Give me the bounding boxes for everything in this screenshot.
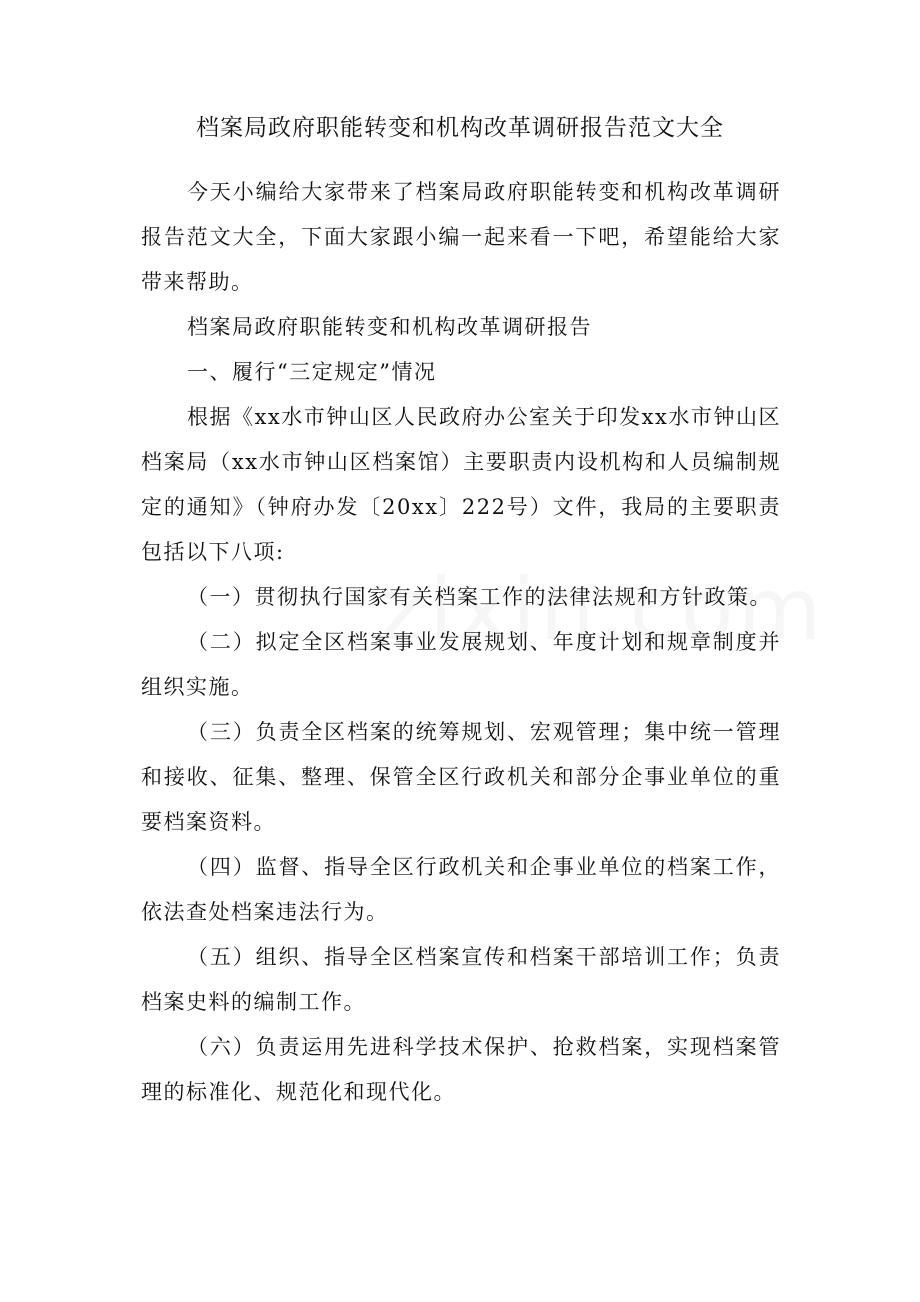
report-heading: 档案局政府职能转变和机构改革调研报告 xyxy=(187,315,592,339)
intro-paragraph: 今天小编给大家带来了档案局政府职能转变和机构改革调研报告范文大全，下面大家跟小编一起来看一下吧，希望能给大家带来帮助。 xyxy=(141,180,781,294)
basis-paragraph: 根据《xx水市钟山区人民政府办公室关于印发xx水市钟山区档案局（xx水市钟山区档案馆）主要职责内设机构和人员编制规定的通知》（钟府办发〔20xx〕222号）文件，我局的主要职责包括以下八项: xyxy=(141,405,781,564)
duty-item-3: （三）负责全区档案的统筹规划、宏观管理；集中统一管理和接收、征集、整理、保管全区行政机关和部分企事业单位的重要档案资料。 xyxy=(141,720,781,834)
duty-item-1: （一）贯彻执行国家有关档案工作的法律法规和方针政策。 xyxy=(187,585,772,609)
duty-item-6: （六）负责运用先进科学技术保护、抢救档案，实现档案管理的标准化、规范化和现代化。 xyxy=(141,1035,781,1104)
duty-item-5: （五）组织、指导全区档案宣传和档案干部培训工作；负责档案史料的编制工作。 xyxy=(141,945,781,1014)
section-heading: 一、履行“三定规定”情况 xyxy=(187,360,437,384)
document-body xyxy=(141,170,781,1115)
duty-item-4: （四）监督、指导全区行政机关和企事业单位的档案工作，依法查处档案违法行为。 xyxy=(141,855,781,924)
document-title: 档案局政府职能转变和机构改革调研报告范文大全 xyxy=(196,115,724,141)
duty-item-2: （二）拟定全区档案事业发展规划、年度计划和规章制度并组织实施。 xyxy=(141,630,781,699)
